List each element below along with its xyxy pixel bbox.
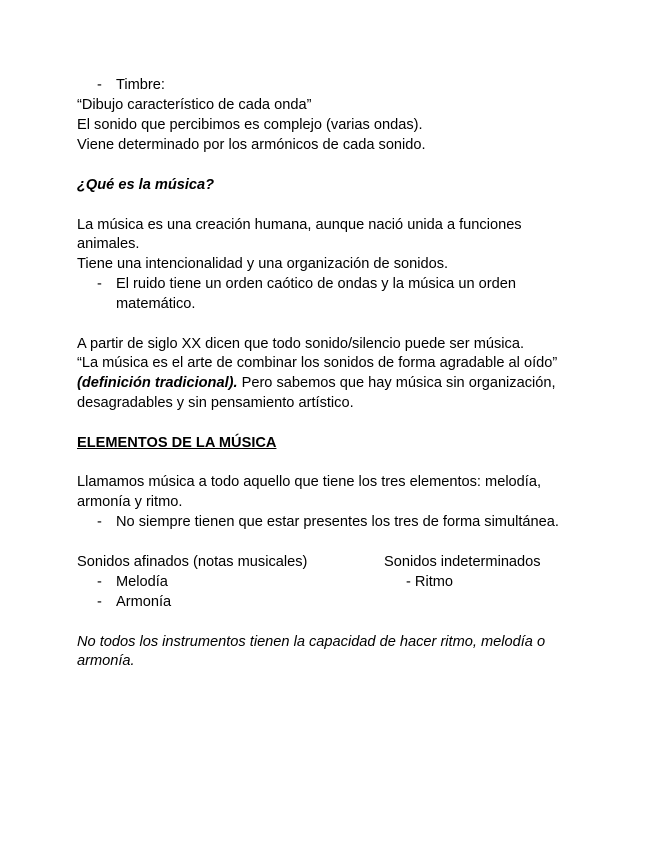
left-col-title: Sonidos afinados (notas musicales) — [77, 554, 308, 570]
bullet-dash: - — [97, 77, 102, 93]
right-col-item: - Ritmo — [406, 574, 454, 590]
timbre-label: Timbre: — [116, 77, 165, 93]
closing-line-1: No todos los instrumentos tienen la capacidad de hacer ritmo, melodía o — [77, 634, 546, 650]
que-es-p2: Tiene una intencionalidad y una organización de sonidos. — [77, 256, 449, 272]
timbre-line-1: El sonido que percibimos es complejo (varias ondas). — [77, 117, 423, 133]
left-col-item: Melodía — [116, 574, 168, 590]
definition-bold: (definición tradicional). — [77, 375, 238, 391]
closing-line-2: armonía. — [77, 653, 135, 669]
definition-rest: Pero sabemos que hay música sin organización, — [237, 375, 556, 391]
elementos-p1-line-2: armonía y ritmo. — [77, 494, 183, 510]
section-heading-elementos: ELEMENTOS DE LA MÚSICA — [77, 435, 277, 451]
bullet-dash: - — [97, 574, 102, 590]
timbre-quote: “Dibujo característico de cada onda” — [77, 97, 312, 113]
que-es-bullet-line-2: matemático. — [116, 296, 196, 312]
timbre-line-2: Viene determinado por los armónicos de cada sonido. — [77, 137, 426, 153]
bullet-dash: - — [97, 514, 102, 530]
right-col-title: Sonidos indeterminados — [384, 554, 541, 570]
que-es-p1-line-1: La música es una creación humana, aunque nació unida a funciones — [77, 217, 522, 233]
que-es-quote: “La música es el arte de combinar los sonidos de forma agradable al oído” — [77, 355, 558, 371]
que-es-bullet-line-1: El ruido tiene un orden caótico de ondas y la música un orden — [116, 276, 516, 292]
left-col-item: Armonía — [116, 594, 172, 610]
section-heading-que-es: ¿Qué es la música? — [77, 177, 215, 193]
que-es-p3: A partir de siglo XX dicen que todo sonido/silencio puede ser música. — [77, 336, 524, 352]
que-es-p4-line-2: desagradables y sin pensamiento artístico. — [77, 395, 354, 411]
bullet-dash: - — [97, 594, 102, 610]
que-es-p1-line-2: animales. — [77, 236, 140, 252]
que-es-definition-line — [77, 373, 556, 393]
elementos-bullet-text: No siempre tienen que estar presentes los tres de forma simultánea. — [116, 514, 559, 530]
elementos-p1-line-1: Llamamos música a todo aquello que tiene los tres elementos: melodía, — [77, 474, 542, 490]
bullet-dash: - — [97, 276, 102, 292]
